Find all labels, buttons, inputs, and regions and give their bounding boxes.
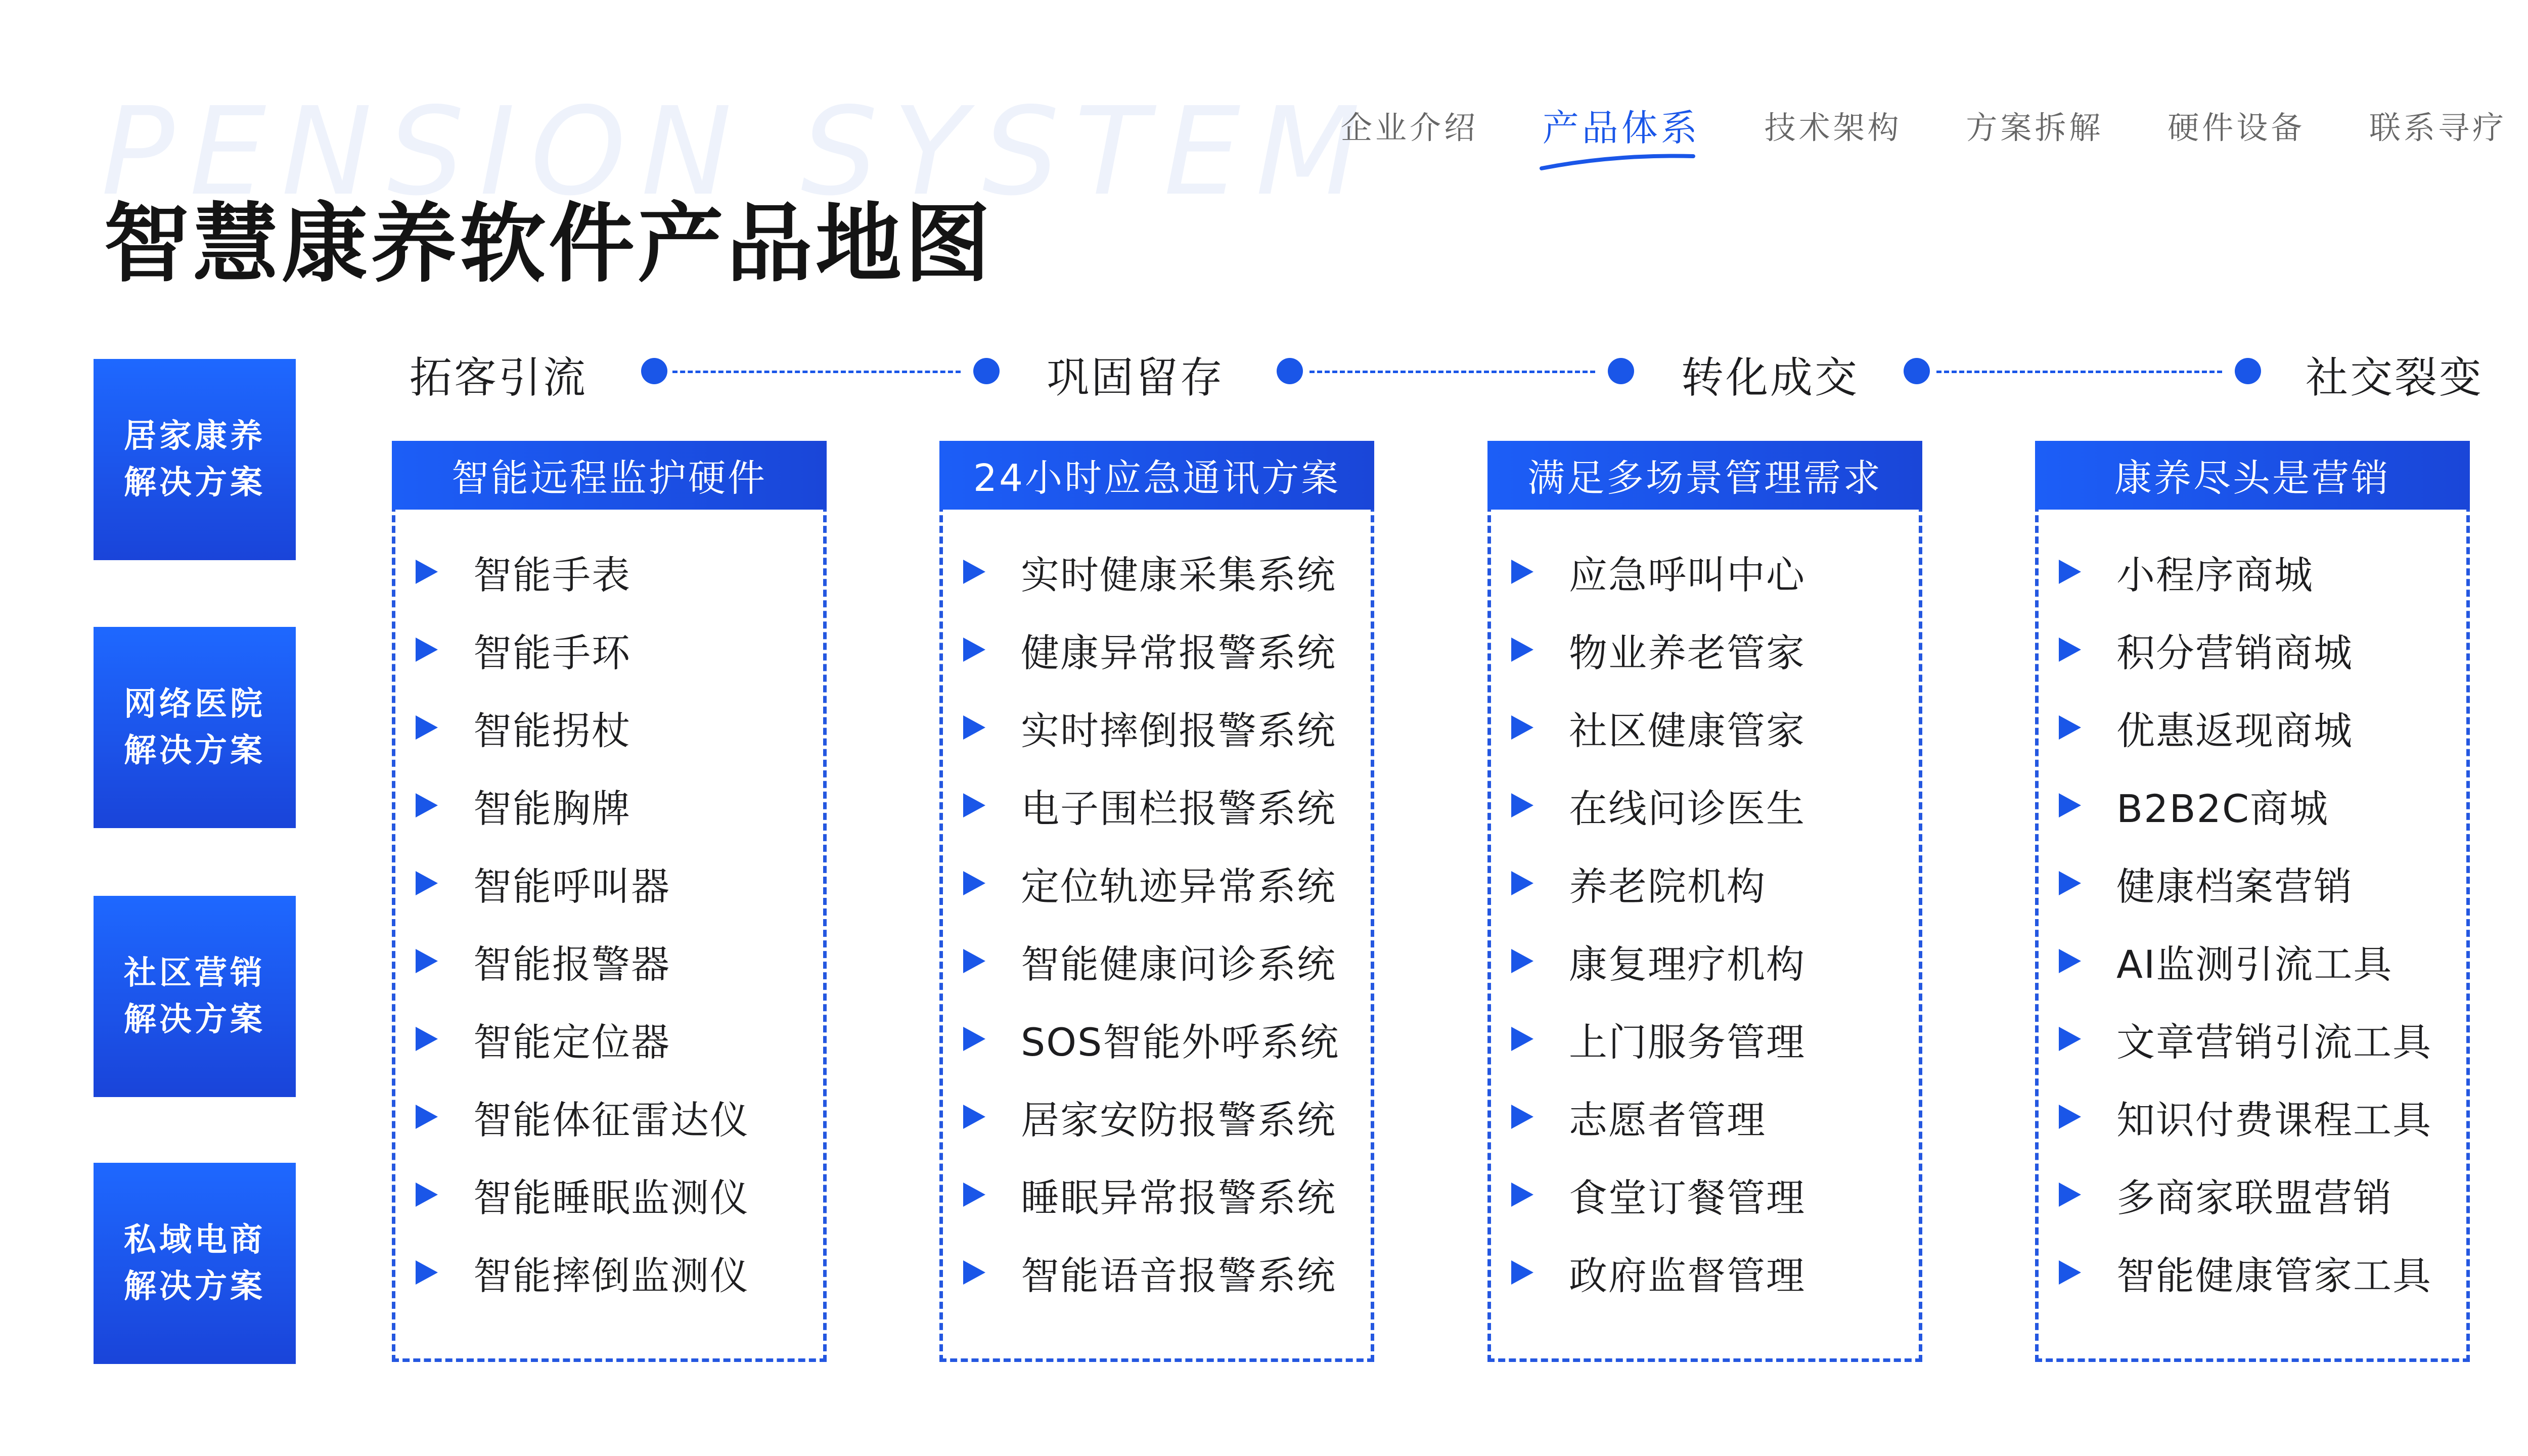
list-item-label: 智能拐杖 <box>473 708 631 753</box>
list-item-label: 多商家联盟营销 <box>2116 1175 2392 1220</box>
triangle-bullet-icon <box>1511 1260 1533 1285</box>
triangle-bullet-icon <box>2059 560 2081 584</box>
stage-connector <box>672 371 961 373</box>
top-navigation <box>1335 99 2513 179</box>
list-item-label: 政府监督管理 <box>1569 1253 1805 1298</box>
solution-box-home-care[interactable] <box>94 359 296 560</box>
list-item-label: 上门服务管理 <box>1569 1019 1805 1065</box>
solution-box-line2: 解决方案 <box>124 1001 265 1038</box>
solution-box-line1: 社区营销 <box>124 954 265 992</box>
list-item-label: 智能健康问诊系统 <box>1021 941 1336 987</box>
solution-box-online-hospital[interactable] <box>94 627 296 828</box>
stage-dot <box>641 358 667 384</box>
triangle-bullet-icon <box>416 871 438 895</box>
triangle-bullet-icon <box>963 949 985 973</box>
list-item[interactable] <box>416 689 820 766</box>
column-wellness-marketing <box>2035 441 2470 1362</box>
list-item[interactable] <box>416 844 820 922</box>
column-item-list <box>416 533 820 1311</box>
list-item-label: 知识付费课程工具 <box>2116 1097 2432 1143</box>
list-item[interactable] <box>963 1000 1368 1078</box>
list-item-label: 居家安防报警系统 <box>1021 1097 1336 1143</box>
column-multi-scenario-management <box>1487 441 1922 1362</box>
list-item[interactable] <box>1511 611 1916 689</box>
list-item[interactable] <box>963 533 1368 611</box>
column-header: 康养尽头是营销 <box>2035 441 2470 510</box>
list-item-label: 健康异常报警系统 <box>1021 630 1336 675</box>
list-item[interactable] <box>2059 922 2463 1000</box>
list-item[interactable] <box>1511 844 1916 922</box>
column-header: 满足多场景管理需求 <box>1487 441 1922 510</box>
nav-item-contact[interactable]: 联系寻疗 <box>2369 109 2507 146</box>
triangle-bullet-icon <box>416 560 438 584</box>
list-item-label: 实时摔倒报警系统 <box>1021 708 1336 753</box>
list-item[interactable] <box>416 1078 820 1156</box>
stage-connector <box>1936 371 2222 373</box>
list-item-label: 电子围栏报警系统 <box>1021 786 1336 831</box>
triangle-bullet-icon <box>1511 793 1533 817</box>
solution-box-community-marketing[interactable] <box>94 896 296 1097</box>
triangle-bullet-icon <box>416 1105 438 1129</box>
list-item[interactable] <box>1511 1234 1916 1311</box>
list-item-label: 社区健康管家 <box>1569 708 1805 753</box>
list-item-label: 优惠返现商城 <box>2116 708 2353 753</box>
list-item-label: 智能胸牌 <box>473 786 631 831</box>
solution-box-line2: 解决方案 <box>124 732 265 769</box>
triangle-bullet-icon <box>963 793 985 817</box>
list-item[interactable] <box>963 844 1368 922</box>
page-title: 智慧康养软件产品地图 <box>104 194 994 294</box>
triangle-bullet-icon <box>963 638 985 662</box>
list-item-label: 物业养老管家 <box>1569 630 1805 675</box>
triangle-bullet-icon <box>1511 871 1533 895</box>
nav-item-solution-breakdown[interactable]: 方案拆解 <box>1966 109 2104 146</box>
nav-item-tech-architecture[interactable]: 技术架构 <box>1764 109 1902 146</box>
triangle-bullet-icon <box>416 793 438 817</box>
triangle-bullet-icon <box>416 1182 438 1207</box>
triangle-bullet-icon <box>1511 1182 1533 1207</box>
list-item-label: 智能语音报警系统 <box>1021 1253 1336 1298</box>
list-item-label: 健康档案营销 <box>2116 863 2353 909</box>
stage-dot <box>1277 358 1303 384</box>
list-item[interactable] <box>963 1156 1368 1234</box>
list-item-label: 小程序商城 <box>2116 552 2314 598</box>
list-item-label: 智能健康管家工具 <box>2116 1253 2432 1298</box>
list-item[interactable] <box>2059 1234 2463 1311</box>
stage-dot <box>2235 358 2261 384</box>
nav-item-company-intro[interactable]: 企业介绍 <box>1341 109 1479 146</box>
list-item[interactable] <box>416 1000 820 1078</box>
triangle-bullet-icon <box>963 1182 985 1207</box>
list-item[interactable] <box>2059 611 2463 689</box>
stage-label-acquire: 拓客引流 <box>410 353 588 402</box>
triangle-bullet-icon <box>2059 1182 2081 1207</box>
list-item[interactable] <box>2059 844 2463 922</box>
solution-box-private-ecommerce[interactable] <box>94 1163 296 1364</box>
list-item[interactable] <box>416 766 820 844</box>
list-item[interactable] <box>1511 766 1916 844</box>
list-item-label: 智能报警器 <box>473 941 670 987</box>
triangle-bullet-icon <box>1511 638 1533 662</box>
column-item-list <box>2059 533 2463 1311</box>
solution-box-line1: 私域电商 <box>124 1221 265 1259</box>
triangle-bullet-icon <box>963 1105 985 1129</box>
column-item-list <box>963 533 1368 1311</box>
list-item-label: 食堂订餐管理 <box>1569 1175 1805 1220</box>
nav-item-product-system[interactable] <box>1537 95 1706 155</box>
list-item-label: B2B2C商城 <box>2116 786 2329 831</box>
list-item-label: 智能定位器 <box>473 1019 670 1065</box>
triangle-bullet-icon <box>416 715 438 740</box>
list-item[interactable] <box>2059 1156 2463 1234</box>
list-item[interactable] <box>963 689 1368 766</box>
triangle-bullet-icon <box>2059 715 2081 740</box>
triangle-bullet-icon <box>1511 715 1533 740</box>
column-item-list <box>1511 533 1916 1311</box>
list-item-label: 睡眠异常报警系统 <box>1021 1175 1336 1220</box>
triangle-bullet-icon <box>1511 560 1533 584</box>
triangle-bullet-icon <box>416 638 438 662</box>
list-item-label: 实时健康采集系统 <box>1021 552 1336 598</box>
stage-label-convert: 转化成交 <box>1681 353 1860 402</box>
list-item-label: 定位轨迹异常系统 <box>1021 863 1336 909</box>
triangle-bullet-icon <box>2059 949 2081 973</box>
stage-dot <box>973 358 1000 384</box>
stage-label-retain: 巩固留存 <box>1047 353 1225 402</box>
triangle-bullet-icon <box>963 715 985 740</box>
background-watermark-text: PENSION SYSTEM <box>101 81 1376 222</box>
column-emergency-communication <box>939 441 1374 1362</box>
list-item-label: 志愿者管理 <box>1569 1097 1766 1143</box>
triangle-bullet-icon <box>963 1027 985 1051</box>
list-item[interactable] <box>1511 1000 1916 1078</box>
list-item[interactable] <box>1511 1156 1916 1234</box>
list-item[interactable] <box>1511 1078 1916 1156</box>
triangle-bullet-icon <box>2059 793 2081 817</box>
nav-item-hardware[interactable]: 硬件设备 <box>2168 109 2306 146</box>
list-item[interactable] <box>2059 1000 2463 1078</box>
list-item[interactable] <box>416 1234 820 1311</box>
list-item-label: 应急呼叫中心 <box>1569 552 1805 598</box>
list-item-label: SOS智能外呼系统 <box>1021 1019 1340 1065</box>
list-item-label: AI监测引流工具 <box>2116 941 2393 987</box>
triangle-bullet-icon <box>416 1027 438 1051</box>
list-item-label: 积分营销商城 <box>2116 630 2353 675</box>
triangle-bullet-icon <box>963 871 985 895</box>
stage-connector <box>1310 371 1595 373</box>
list-item[interactable] <box>1511 689 1916 766</box>
list-item[interactable] <box>963 1078 1368 1156</box>
list-item-label: 养老院机构 <box>1569 863 1766 909</box>
solution-box-line1: 居家康养 <box>124 418 265 455</box>
list-item-label: 智能睡眠监测仪 <box>473 1175 749 1220</box>
list-item-label: 文章营销引流工具 <box>2116 1019 2432 1065</box>
stage-dot <box>1608 358 1634 384</box>
list-item[interactable] <box>1511 533 1916 611</box>
triangle-bullet-icon <box>416 1260 438 1285</box>
solution-box-line2: 解决方案 <box>124 464 265 502</box>
solution-box-line2: 解决方案 <box>124 1268 265 1305</box>
list-item[interactable] <box>963 611 1368 689</box>
triangle-bullet-icon <box>2059 638 2081 662</box>
triangle-bullet-icon <box>1511 949 1533 973</box>
triangle-bullet-icon <box>1511 1105 1533 1129</box>
list-item[interactable] <box>963 766 1368 844</box>
list-item[interactable] <box>2059 689 2463 766</box>
list-item-label: 智能手表 <box>473 552 631 598</box>
column-remote-monitoring-hardware <box>392 441 827 1362</box>
list-item[interactable] <box>2059 533 2463 611</box>
list-item-label: 智能摔倒监测仪 <box>473 1253 749 1298</box>
list-item[interactable] <box>416 611 820 689</box>
list-item-label: 智能呼叫器 <box>473 863 670 909</box>
triangle-bullet-icon <box>2059 871 2081 895</box>
list-item[interactable] <box>1511 922 1916 1000</box>
triangle-bullet-icon <box>2059 1027 2081 1051</box>
active-tab-underline <box>1539 151 1696 171</box>
list-item-label: 在线问诊医生 <box>1569 786 1805 831</box>
list-item-label: 智能手环 <box>473 630 631 675</box>
column-header: 24小时应急通讯方案 <box>939 441 1374 510</box>
list-item[interactable] <box>416 533 820 611</box>
nav-item-label: 产品体系 <box>1542 107 1700 149</box>
triangle-bullet-icon <box>2059 1260 2081 1285</box>
stage-dot <box>1904 358 1930 384</box>
column-header: 智能远程监护硬件 <box>392 441 827 510</box>
list-item[interactable] <box>416 922 820 1000</box>
list-item[interactable] <box>963 922 1368 1000</box>
list-item[interactable] <box>416 1156 820 1234</box>
triangle-bullet-icon <box>2059 1105 2081 1129</box>
list-item[interactable] <box>2059 1078 2463 1156</box>
triangle-bullet-icon <box>1511 1027 1533 1051</box>
triangle-bullet-icon <box>963 1260 985 1285</box>
solution-box-line1: 网络医院 <box>124 686 265 723</box>
list-item-label: 智能体征雷达仪 <box>473 1097 749 1143</box>
triangle-bullet-icon <box>416 949 438 973</box>
triangle-bullet-icon <box>963 560 985 584</box>
list-item-label: 康复理疗机构 <box>1569 941 1805 987</box>
stage-flow <box>0 334 2528 404</box>
list-item[interactable] <box>963 1234 1368 1311</box>
list-item[interactable] <box>2059 766 2463 844</box>
stage-label-viral: 社交裂变 <box>2306 353 2484 402</box>
